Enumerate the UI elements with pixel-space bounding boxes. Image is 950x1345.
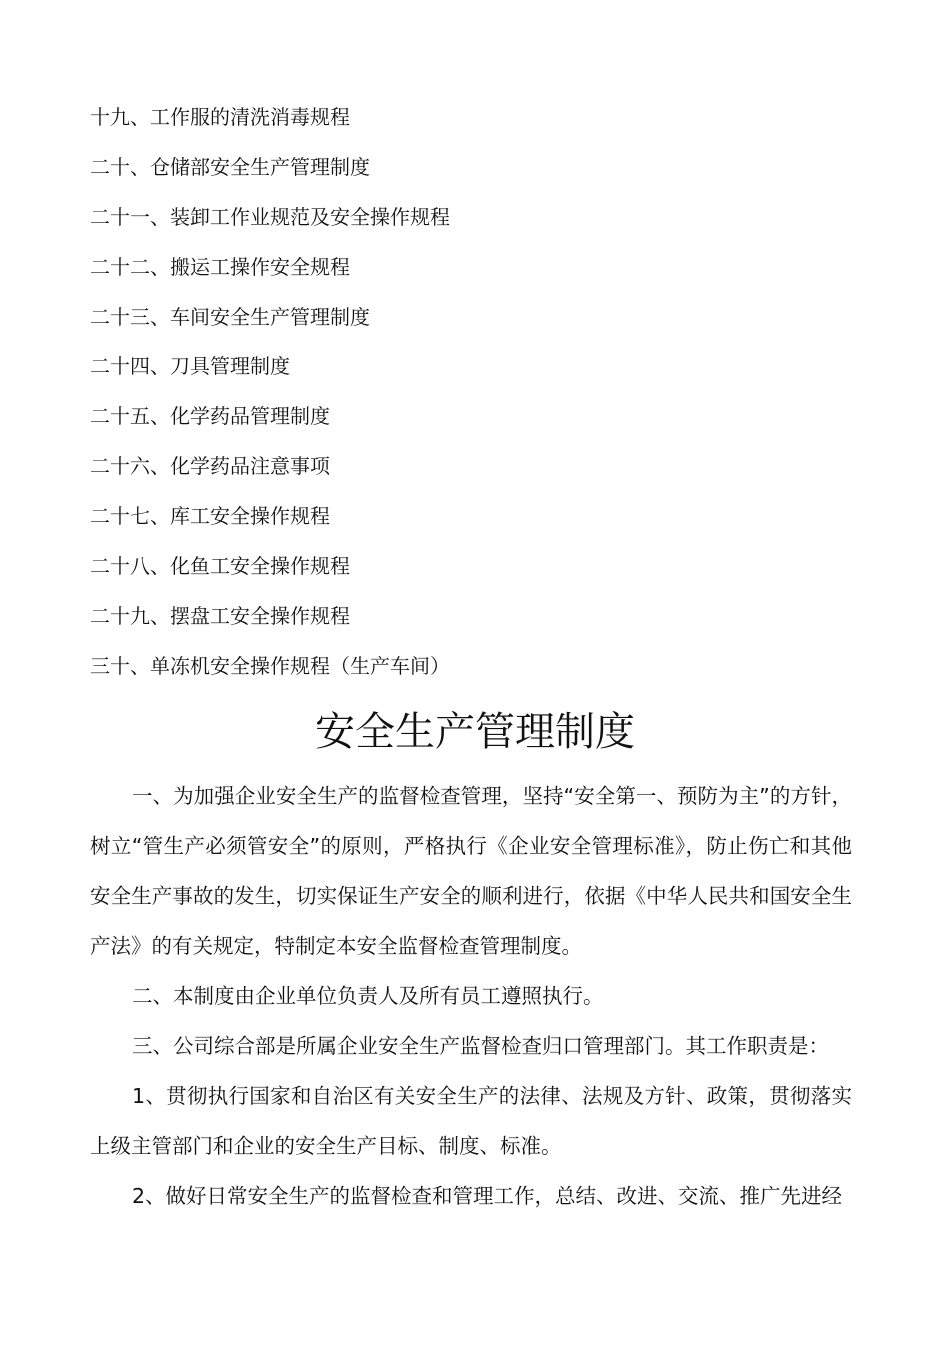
toc-item: 二十三、车间安全生产管理制度	[90, 304, 370, 329]
toc-item: 二十七、库工安全操作规程	[90, 504, 330, 529]
toc-item: 二十二、搬运工操作安全规程	[90, 254, 350, 279]
toc-item: 三十、单冻机安全操作规程（生产车间）	[90, 653, 450, 678]
paragraph: 一、为加强企业安全生产的监督检查管理，坚持“安全第一、预防为主”的方针，树立“管生产必须管安全”的原则，严格执行《企业安全管理标准》，防止伤亡和其他安全生产事故的发生，切实保证生产安全的顺利进行，依据《中华人民共和国安全生产法》的有关规定，特制定本安全监督检查管理制度。	[90, 784, 852, 958]
toc-item: 二十九、摆盘工安全操作规程	[90, 603, 350, 628]
paragraph: 1、贯彻执行国家和自治区有关安全生产的法律、法规及方针、政策，贯彻落实上级主管部门和企业的安全生产目标、制度、标准。	[90, 1084, 852, 1158]
toc-item: 二十五、化学药品管理制度	[90, 404, 330, 429]
section-title: 安全生产管理制度	[315, 709, 635, 755]
toc-item: 十九、工作服的清洗消毒规程	[90, 105, 350, 129]
section-body	[90, 771, 852, 1221]
toc-item: 二十八、化鱼工安全操作规程	[90, 554, 350, 579]
toc-item: 二十六、化学药品注意事项	[90, 454, 330, 479]
paragraph: 2、做好日常安全生产的监督检查和管理工作，总结、改进、交流、推广先进经	[132, 1184, 843, 1208]
toc-item: 二十一、装卸工作业规范及安全操作规程	[90, 204, 450, 229]
toc-item: 二十、仓储部安全生产管理制度	[90, 154, 370, 179]
toc-item: 二十四、刀具管理制度	[90, 354, 290, 379]
paragraph: 三、公司综合部是所属企业安全生产监督检查归口管理部门。其工作职责是：	[132, 1034, 829, 1058]
paragraph: 二、本制度由企业单位负责人及所有员工遵照执行。	[132, 984, 604, 1008]
table-of-contents	[90, 102, 850, 701]
